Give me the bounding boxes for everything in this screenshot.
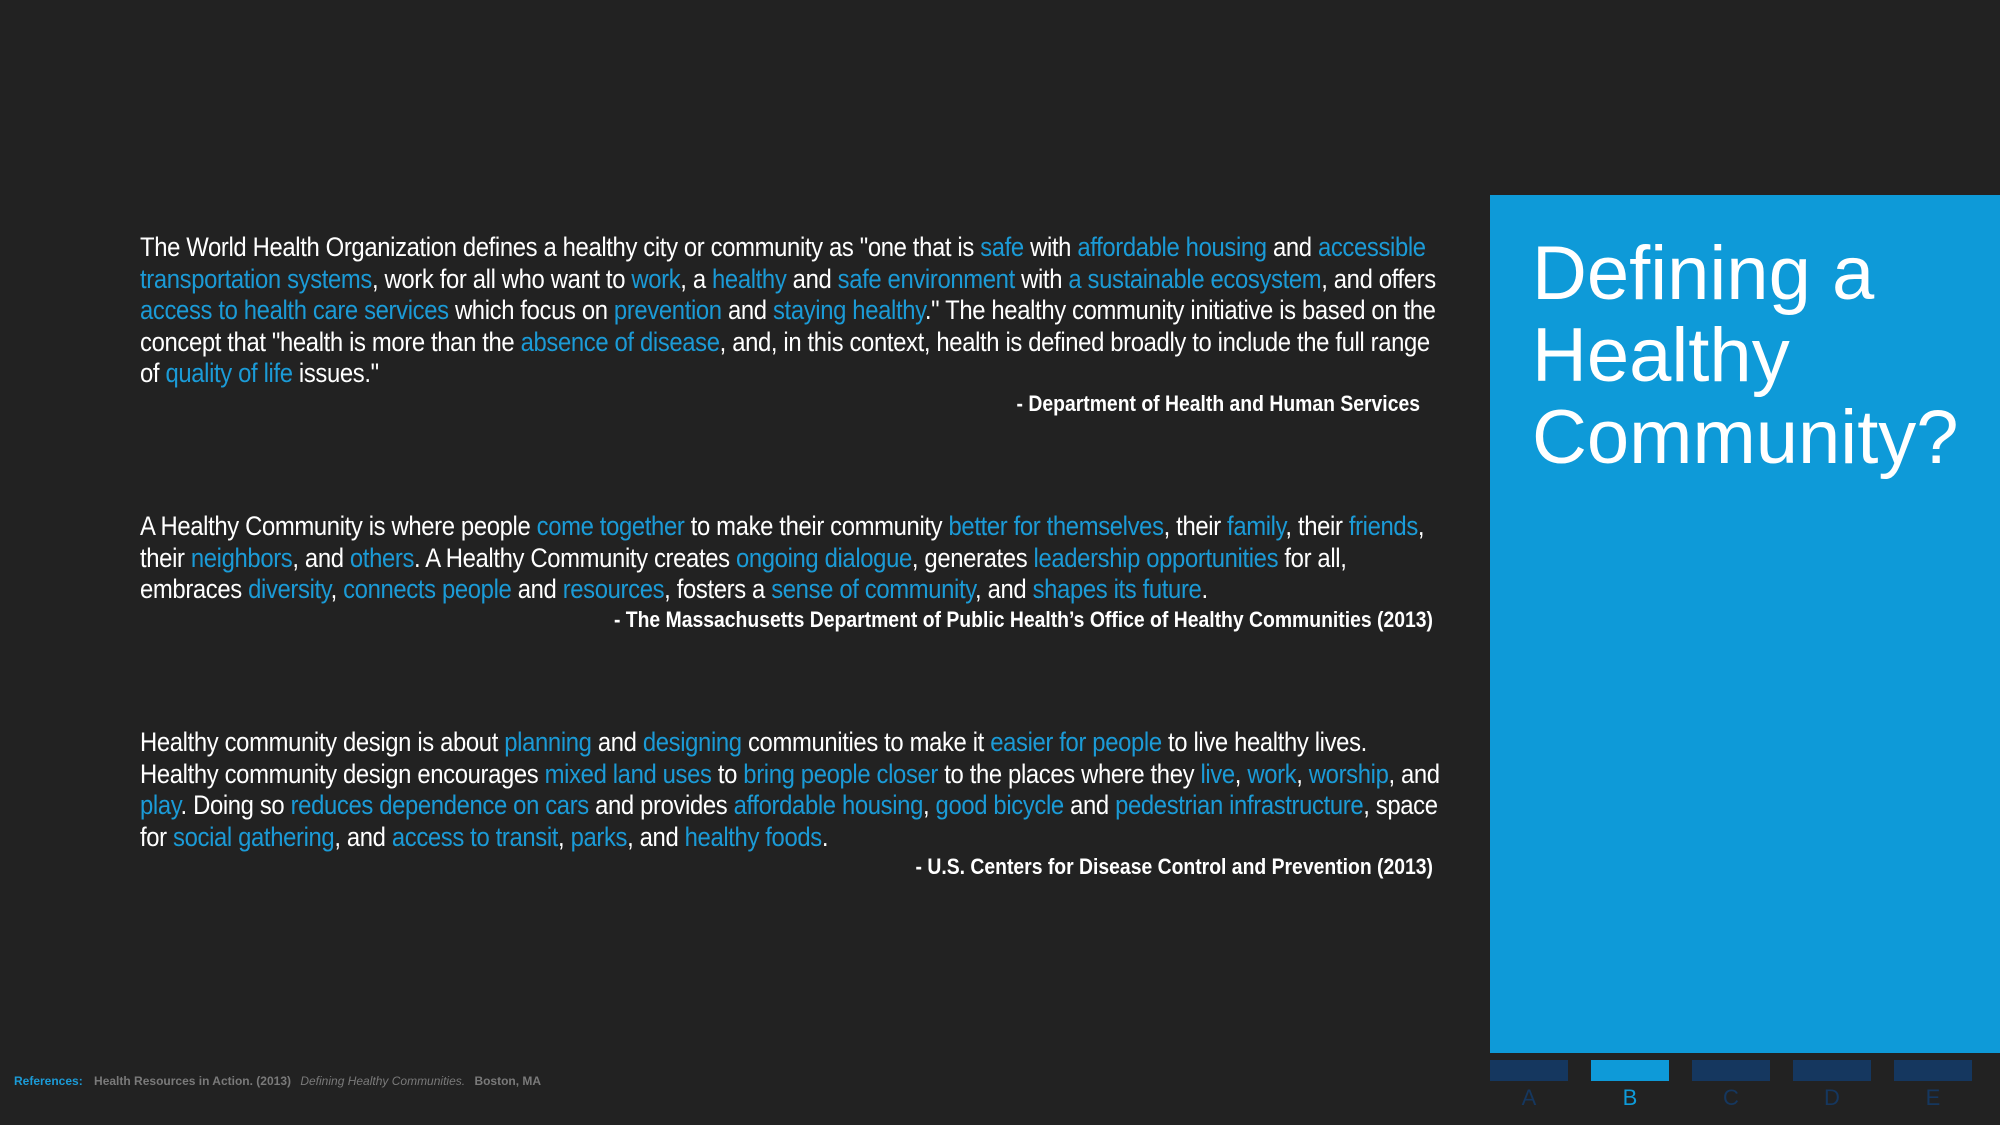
- text-segment: , and: [334, 821, 392, 852]
- text-segment: , generates: [911, 542, 1034, 573]
- title-line-2: Healthy: [1532, 313, 1790, 398]
- text-segment: , and: [292, 542, 350, 573]
- text-segment: and: [511, 574, 563, 604]
- text-segment: , and offers: [1321, 263, 1436, 294]
- nav-label: A: [1521, 1085, 1537, 1110]
- nav-tab-d[interactable]: [1793, 1060, 1871, 1125]
- title-line-3: Community?: [1532, 395, 1959, 480]
- highlighted-phrase: connects people: [343, 574, 512, 604]
- highlighted-phrase: resources: [562, 574, 665, 604]
- references-label: References:: [14, 1074, 83, 1088]
- text-segment: ,: [558, 821, 571, 852]
- highlighted-phrase: good bicycle: [935, 790, 1064, 820]
- text-segment: ,: [923, 790, 936, 820]
- highlighted-phrase: diversity: [248, 574, 331, 604]
- text-segment: and: [1266, 232, 1318, 262]
- highlighted-phrase: better for themselves: [948, 511, 1164, 541]
- nav-label: B: [1622, 1085, 1638, 1110]
- highlighted-phrase: planning: [504, 727, 592, 757]
- highlighted-phrase: parks: [570, 821, 628, 852]
- highlighted-phrase: leadership opportunities: [1033, 542, 1279, 573]
- text-segment: Healthy community design is about: [140, 727, 505, 757]
- title-panel: [1490, 195, 2000, 1053]
- text-segment: and: [721, 295, 773, 325]
- text-segment: with: [1014, 263, 1069, 294]
- references-source: Health Resources in Action. (2013): [94, 1074, 291, 1088]
- highlighted-phrase: prevention: [613, 295, 722, 325]
- quote-attribution: - Department of Health and Human Services: [1016, 390, 1420, 416]
- text-segment: , their: [1285, 511, 1349, 541]
- text-segment: , and: [975, 574, 1033, 604]
- highlighted-phrase: healthy: [712, 263, 787, 294]
- highlighted-phrase: designing: [642, 727, 742, 757]
- highlighted-phrase: safe: [980, 232, 1024, 262]
- text-segment: , their: [140, 511, 1425, 573]
- text-segment: , fosters a: [664, 574, 772, 604]
- text-segment: to: [711, 758, 744, 789]
- nav-bar: [1793, 1060, 1871, 1081]
- nav-bar: [1894, 1060, 1972, 1081]
- highlighted-phrase: come together: [536, 511, 685, 541]
- highlighted-phrase: others: [349, 542, 415, 573]
- text-segment: .: [1201, 574, 1208, 604]
- highlighted-phrase: neighbors: [190, 542, 293, 573]
- text-segment: ." The healthy community initiative is based on the concept that "health is more than the: [140, 295, 1436, 357]
- highlighted-phrase: sense of community: [771, 574, 976, 604]
- text-segment: to the places where they: [938, 758, 1201, 789]
- text-segment: , space for: [140, 790, 1438, 852]
- nav-bar: [1591, 1060, 1669, 1081]
- highlighted-phrase: mixed land uses: [544, 758, 712, 789]
- quote-massachusetts: [140, 511, 1440, 634]
- highlighted-phrase: ongoing dialogue: [735, 542, 912, 573]
- highlighted-phrase: staying healthy: [772, 295, 925, 325]
- text-segment: .: [821, 821, 829, 852]
- text-segment: ,: [1296, 758, 1309, 789]
- quote-attribution: - The Massachusetts Department of Public Health’s Office of Healthy Communities (2013): [613, 606, 1433, 632]
- highlighted-phrase: access to transit: [391, 821, 559, 852]
- text-segment: The World Health Organization defines a healthy city or community as "one that is: [140, 232, 981, 262]
- highlighted-phrase: shapes its future: [1032, 574, 1202, 604]
- text-segment: . Doing so: [180, 790, 291, 820]
- section-nav: [1490, 1060, 2000, 1125]
- highlighted-phrase: worship: [1308, 758, 1389, 789]
- text-segment: with: [1023, 232, 1078, 262]
- references-footer: [14, 1074, 541, 1088]
- text-segment: ,: [330, 574, 344, 604]
- highlighted-phrase: easier for people: [990, 727, 1162, 757]
- text-segment: and provides: [588, 790, 734, 820]
- highlighted-phrase: bring people closer: [743, 758, 939, 789]
- highlighted-phrase: friends: [1348, 511, 1418, 541]
- nav-label: E: [1925, 1085, 1941, 1110]
- highlighted-phrase: access to health care services: [140, 295, 449, 325]
- quote-text: [140, 727, 1441, 853]
- quote-text: [140, 232, 1441, 390]
- nav-bar: [1692, 1060, 1770, 1081]
- highlighted-phrase: affordable housing: [1077, 232, 1267, 262]
- text-segment: , work for all who want to: [372, 263, 632, 294]
- nav-label: C: [1723, 1085, 1739, 1110]
- quote-attribution: - U.S. Centers for Disease Control and Prevention (2013): [915, 854, 1433, 879]
- text-segment: to make their community: [684, 511, 949, 541]
- text-segment: and: [591, 727, 643, 757]
- nav-label: D: [1824, 1085, 1840, 1110]
- highlighted-phrase: absence of disease: [520, 326, 720, 357]
- text-segment: and: [786, 263, 838, 294]
- text-segment: and: [1063, 790, 1116, 820]
- highlighted-phrase: family: [1227, 511, 1286, 541]
- text-segment: communities to make it: [741, 727, 991, 757]
- nav-tab-b[interactable]: [1591, 1060, 1669, 1125]
- highlighted-phrase: a sustainable ecosystem: [1068, 263, 1322, 294]
- quote-who: [140, 232, 1440, 418]
- text-segment: for all, embraces: [140, 542, 1347, 604]
- highlighted-phrase: quality of life: [165, 358, 293, 388]
- highlighted-phrase: pedestrian infrastructure: [1115, 790, 1364, 820]
- highlighted-phrase: safe environment: [837, 263, 1015, 294]
- highlighted-phrase: work: [631, 263, 681, 294]
- highlighted-phrase: healthy foods: [684, 821, 822, 852]
- page-title: [1532, 233, 1959, 479]
- title-line-1: Defining a: [1532, 231, 1875, 316]
- highlighted-phrase: live: [1200, 758, 1235, 789]
- nav-tab-c[interactable]: [1692, 1060, 1770, 1125]
- highlighted-phrase: affordable housing: [733, 790, 923, 820]
- references-location: Boston, MA: [474, 1074, 542, 1088]
- text-segment: ,: [1234, 758, 1248, 789]
- quote-text: [140, 511, 1441, 606]
- nav-tab-e[interactable]: [1894, 1060, 1972, 1125]
- highlighted-phrase: social gathering: [173, 821, 335, 852]
- text-segment: , and: [1388, 758, 1440, 789]
- text-segment: which focus on: [448, 295, 614, 325]
- text-segment: issues.": [292, 358, 379, 388]
- highlighted-phrase: work: [1247, 758, 1297, 789]
- quote-cdc: [140, 727, 1440, 881]
- nav-bar: [1490, 1060, 1568, 1081]
- highlighted-phrase: play: [140, 790, 181, 820]
- references-title: Defining Healthy Communities.: [300, 1074, 466, 1088]
- text-segment: , their: [1163, 511, 1228, 541]
- text-segment: , a: [680, 263, 713, 294]
- highlighted-phrase: accessible transportation systems: [140, 232, 1426, 294]
- nav-tab-a[interactable]: [1490, 1060, 1568, 1125]
- highlighted-phrase: reduces dependence on cars: [290, 790, 589, 820]
- text-segment: , and: [627, 821, 685, 852]
- text-segment: . A Healthy Community creates: [414, 542, 736, 573]
- text-segment: to live healthy lives. Healthy community design encourages: [140, 727, 1367, 789]
- text-segment: , and, in this context, health is defined broadly to include the full range of: [140, 326, 1430, 388]
- text-segment: A Healthy Community is where people: [140, 511, 537, 541]
